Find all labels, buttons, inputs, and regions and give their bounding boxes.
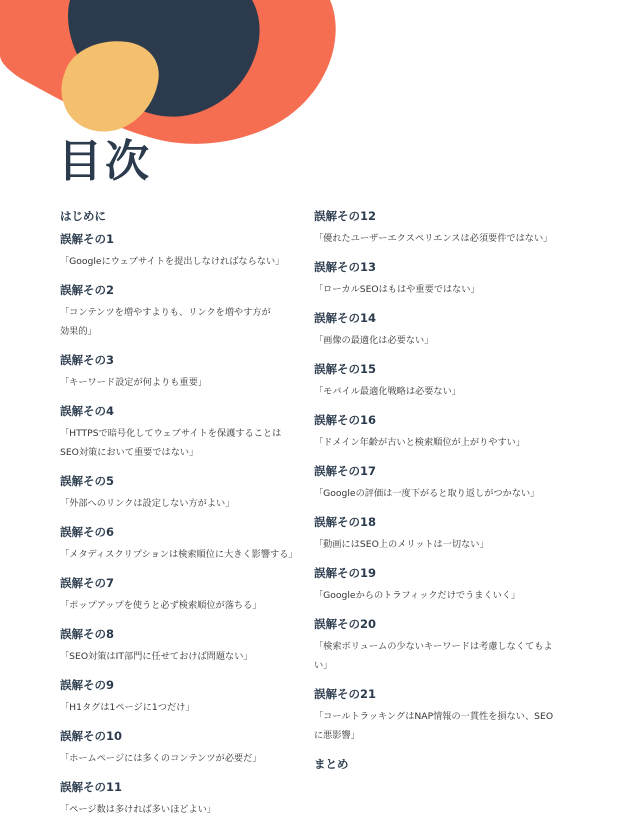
toc-entry-description: 「優れたユーザーエクスペリエンスは必須要件ではない」: [314, 233, 553, 244]
toc-entry-heading: 誤解その1: [60, 232, 115, 246]
toc-entry-description: 「キーワード設定が何よりも重要」: [60, 377, 207, 388]
toc-entry-description: 「ポップアップを使うと必ず検索順位が落ちる」: [60, 600, 262, 611]
toc-entry[interactable]: [60, 403, 310, 462]
toc-entry-heading: 誤解その21: [314, 687, 377, 701]
toc-entry-heading: 誤解その5: [60, 474, 115, 488]
toc-entry[interactable]: [60, 282, 310, 341]
toc-entry-heading: 誤解その16: [314, 413, 377, 427]
toc-entry-description: 「動画にはSEO上のメリットは一切ない」: [314, 539, 489, 550]
toc-entry-description: 「コールトラッキングはNAP情報の一貫性を損ない、SEOに悪影響」: [314, 711, 554, 741]
toc-entry-heading: 誤解その12: [314, 209, 377, 223]
toc-entry[interactable]: [60, 524, 310, 564]
toc-entry-description: 「モバイル最適化戦略は必要ない」: [314, 386, 461, 397]
toc-entry-heading: 誤解その13: [314, 260, 377, 274]
toc-entry-heading: 誤解その6: [60, 525, 115, 539]
toc-entry[interactable]: [60, 575, 310, 615]
toc-entry-heading: 誤解その7: [60, 576, 115, 590]
toc-entry-description: 「H1タグは1ページに1つだけ」: [60, 702, 195, 713]
toc-entry[interactable]: [314, 463, 564, 503]
toc-entry-description: 「外部へのリンクは設定しない方がよい」: [60, 498, 235, 509]
toc-entry-heading: 誤解その10: [60, 729, 123, 743]
toc-entry-description: 「ページ数は多ければ多いほどよい」: [60, 804, 217, 815]
toc-entry-description: 「ホームページには多くのコンテンツが必要だ」: [60, 753, 262, 764]
toc-entry-description: 「検索ボリュームの少ないキーワードは考慮しなくてもよい」: [314, 641, 553, 671]
toc-entry[interactable]: [60, 352, 310, 392]
toc-column-right: [314, 208, 564, 779]
toc-entry[interactable]: [60, 626, 310, 666]
toc-entry-description: 「画像の最適化は必要ない」: [314, 335, 434, 346]
toc-entry[interactable]: [314, 361, 564, 401]
toc-entry[interactable]: [314, 686, 564, 745]
toc-entry[interactable]: [314, 310, 564, 350]
toc-entry-heading: 誤解その11: [60, 780, 123, 794]
toc-entry[interactable]: [60, 231, 310, 271]
toc-entry[interactable]: [314, 616, 564, 675]
toc-entry[interactable]: [314, 565, 564, 605]
toc-entry[interactable]: [60, 208, 310, 225]
toc-entry[interactable]: [60, 779, 310, 819]
toc-entry[interactable]: [60, 473, 310, 513]
page-title: 目次: [58, 136, 152, 187]
toc-entry-heading: 誤解その18: [314, 515, 377, 529]
toc-entry[interactable]: [314, 259, 564, 299]
toc-column-left: [60, 208, 310, 830]
toc-entry[interactable]: [314, 208, 564, 248]
toc-entry[interactable]: [314, 412, 564, 452]
toc-entry-description: 「ローカルSEOはもはや重要ではない」: [314, 284, 480, 295]
toc-entry-heading: 誤解その2: [60, 283, 115, 297]
toc-entry-heading: 誤解その8: [60, 627, 115, 641]
toc-entry-description: 「メタディスクリプションは検索順位に大きく影響する」: [60, 549, 298, 560]
toc-entry-heading: 誤解その20: [314, 617, 377, 631]
toc-entry-heading: 誤解その14: [314, 311, 377, 325]
toc-entry-description: 「ドメイン年齢が古いと検索順位が上がりやすい」: [314, 437, 526, 448]
toc-entry-heading: 誤解その4: [60, 404, 115, 418]
toc-entry-description: 「HTTPSで暗号化してウェブサイトを保護することはSEO対策において重要ではない」: [60, 428, 282, 458]
toc-entry-heading: 誤解その15: [314, 362, 377, 376]
toc-entry-heading: まとめ: [314, 757, 349, 771]
toc-entry[interactable]: [314, 514, 564, 554]
toc-entry-description: 「Googleにウェブサイトを提出しなければならない」: [60, 256, 285, 267]
toc-entry-heading: 誤解その17: [314, 464, 377, 478]
toc-entry-description: 「Googleからのトラフィックだけでうまくいく」: [314, 590, 521, 601]
toc-entry[interactable]: [60, 728, 310, 768]
toc-entry-heading: 誤解その3: [60, 353, 115, 367]
toc-entry[interactable]: [60, 677, 310, 717]
toc-entry-heading: 誤解その9: [60, 678, 115, 692]
toc-entry-description: 「Googleの評価は一度下がると取り返しがつかない」: [314, 488, 540, 499]
toc-entry[interactable]: [314, 756, 564, 773]
toc-entry-description: 「コンテンツを増やすよりも、リンクを増やす方が効果的」: [60, 307, 271, 337]
toc-entry-description: 「SEO対策はIT部門に任せておけば問題ない」: [60, 651, 253, 662]
toc-entry-heading: はじめに: [60, 209, 106, 223]
toc-entry-heading: 誤解その19: [314, 566, 377, 580]
